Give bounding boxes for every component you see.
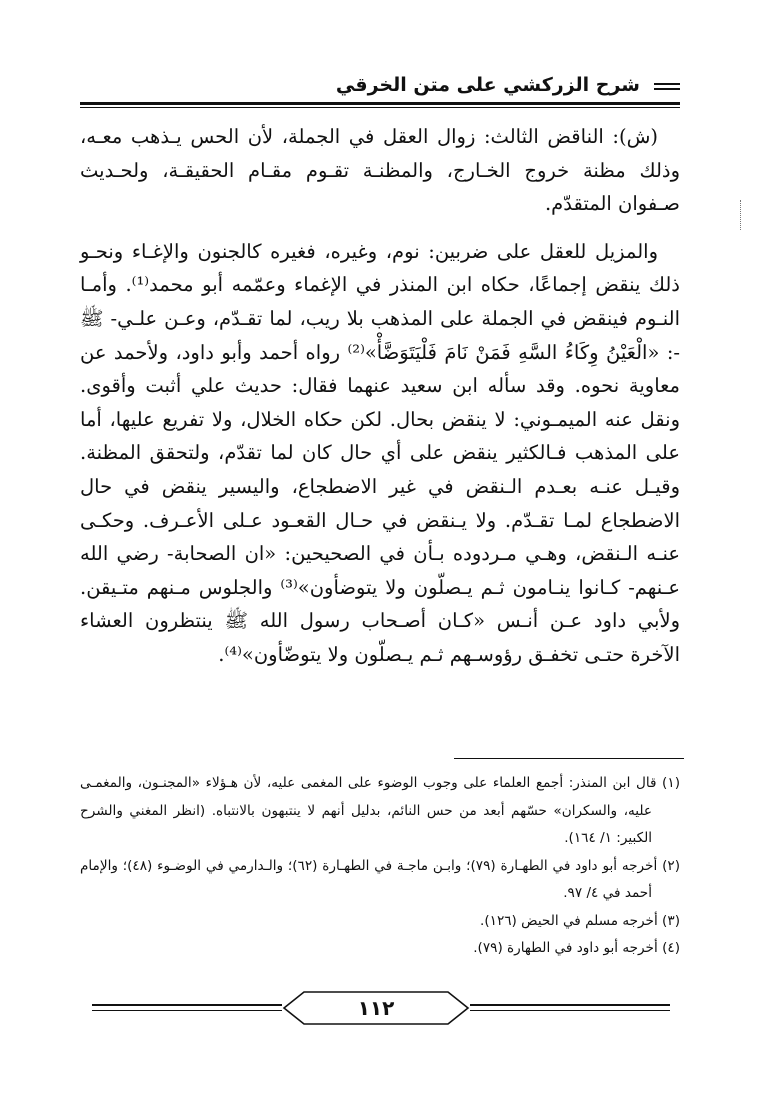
header-dash-mark (654, 83, 680, 90)
footer-rule-right-thin (470, 1010, 670, 1011)
main-text (80, 120, 680, 672)
footer-rule-left (92, 1004, 282, 1006)
header-rule-thick (80, 102, 680, 105)
header-rule-thin (80, 107, 680, 108)
footnote-3: (٣) أخرجه مسلم في الحيض (١٢٦). (480, 912, 680, 929)
footnotes (80, 770, 680, 963)
margin-mark (740, 200, 745, 230)
running-header (80, 70, 680, 104)
page-number: ١١٢ (357, 996, 395, 1020)
page-number-frame (282, 990, 470, 1026)
header-title: شرح الزركشي على متن الخرقي (335, 74, 640, 96)
footnote-1: (١) قال ابن المنذر: أجمع العلماء على وجوب الوضوء على المغمى عليه، لأن هـؤلاء «المجنـون، والمغمـى عليه، والسكران» حسّهم أبعد من حس النائم، بدليل أنهم لا ينتبهون بالانتباه. (انظر المغني والشرح الكبير: ١/ ١٦٤). (80, 775, 680, 846)
footer-rule-left-thin (92, 1010, 282, 1011)
footer-rule-right (470, 1004, 670, 1006)
footnote-4: (٤) أخرجه أبو داود في الطهارة (٧٩). (473, 940, 680, 956)
footnote-separator (454, 758, 684, 759)
footnote-2: (٢) أخرجه أبو داود في الطهـارة (٧٩)؛ وابـن ماجـة في الطهـارة (٦٢)؛ والـدارمي في الوضـوء (٤٨)؛ والإمام أحمد في ٤/ ٩٧. (80, 857, 680, 901)
paragraph-sleep-ruling: والمزيل للعقل على ضربين: نوم، وغيره، فغيره كالجنون والإغـاء ونحـو ذلك ينقض إجماعًا، حكاه ابن المنذر في الإغماء وعمّمه أبو محمد⁽¹⁾. وأمـا النـوم فينقض في الجملة على المذهب بلا ريب، لما تقـدّم، وعـن علـي- ﷺ -: «الْعَيْنُ وِكَاءُ السَّهِ فَمَنْ نَامَ فَلْيَتَوَضَّأْ»⁽²⁾ رواه أحمد وأبو داود، ولأحمد عن معاوية نحوه. وقد سأله ابن سعيد عنهما فقال: حديث علي أثبت وأقوى. ونقل عنه الميمـوني: لا ينقض بحال. لكن حكاه الخلال، ولا تفريع عليها، أما على المذهب فـالكثير ينقض على أي حال كان لما تقدّم، ولتحقق المظنة. وقيـل عنـه بعـدم الـنقض في غير الاضطجاع، واليسير ينقض في حال الاضطجاع لمـا تقـدّم. ولا يـنقض في حـال القعـود عـلى الأعـرف. وحكـى عنـه الـنقض، وهـي مـردوده بـأن في الصحيحين: «ان الصحابة- رضي الله عـنهم- كـانوا ينـامون ثـم يـصلّون ولا يتوضأون»⁽³⁾ والجلوس مـنهم متـيقن. ولأبي داود عـن أنـس «كـان أصـحاب رسول الله ﷺ ينتظرون العشاء الآخرة حتـى تخفـق رؤوسـهم ثـم يـصلّون ولا يتوضّأون»⁽⁴⁾. (80, 239, 680, 666)
paragraph-commentary: (ش): الناقض الثالث: زوال العقل في الجملة، لأن الحس يـذهب معـه، وذلك مظنة خروج الخـارج، والمظنـة تقـوم مقـام الحقيقـة، ولحـديث صـفوان المتقدّم. (80, 125, 680, 216)
